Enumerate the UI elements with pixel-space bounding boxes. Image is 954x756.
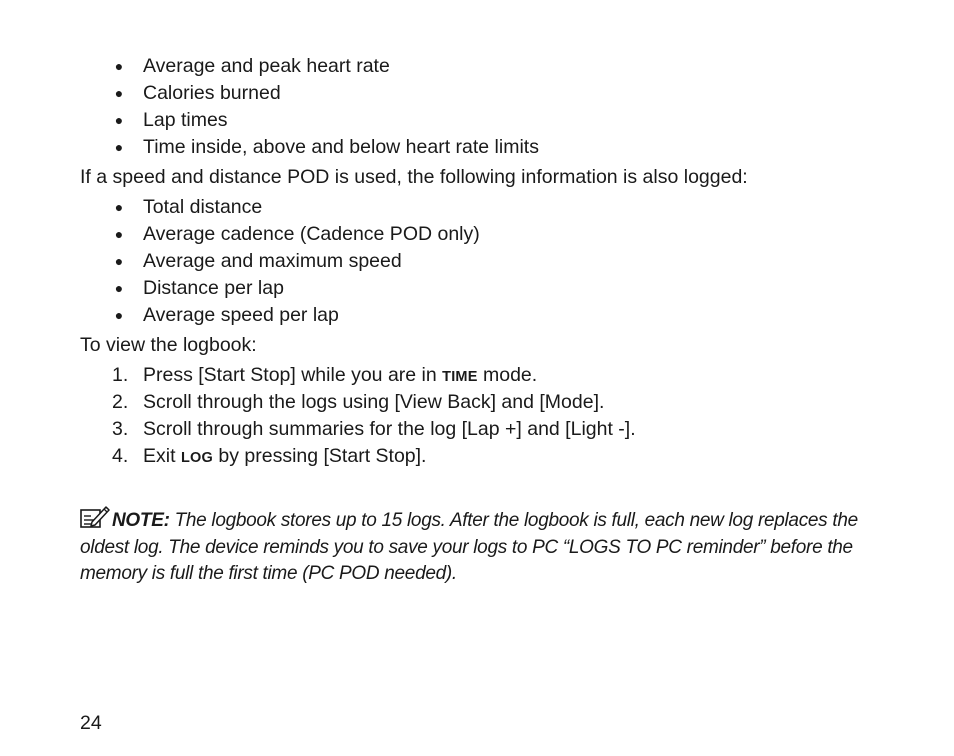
bullet-icon: ● — [114, 253, 124, 269]
view-intro-paragraph: To view the logbook: — [80, 334, 257, 356]
note-text: The logbook stores up to 15 logs. After the logbook is full, each new log replaces the oldest log. The device reminds you to save your logs to PC “LOGS TO PC reminder” before the memory is full the first time (PC POD needed). — [80, 510, 858, 584]
bullet-icon: ● — [114, 58, 124, 74]
page-number: 24 — [80, 712, 102, 734]
bullet-icon: ● — [114, 199, 124, 215]
note-block — [80, 505, 880, 588]
mode-name: TIME — [442, 369, 478, 385]
manual-page: ● Average and peak heart rate ● Calories burned ● Lap times ● Time inside, above and below heart rate limits If a speed and distance POD is used, the following information is also logged: ● Total distance ● Average cadence (Cadence POD only) ● Average and maximum speed ● Distance per lap ● Average speed per lap To view the logbook: 1. Press [Start Stop] while you are in TIME mode. 2. Scroll through the logs using [View Back] and [Mode]. 3. Scroll through summaries for the log [Lap +] and [Light -]. 4. Exit LOG by pressing [Start Stop]. NOTE: The logbook stores up to 15 logs. After the logbook is full, each new log replaces the oldest log. The device reminds you to save your logs to PC “LOGS TO PC reminder” before the memory is full the first time (PC POD needed). 24 — [0, 0, 954, 756]
bullet-icon: ● — [114, 226, 124, 242]
note-label: NOTE: — [112, 510, 170, 531]
bullet-icon: ● — [114, 112, 124, 128]
bullet-icon: ● — [114, 307, 124, 323]
bullet-icon: ● — [114, 85, 124, 101]
pod-intro-paragraph: If a speed and distance POD is used, the following information is also logged: — [80, 166, 748, 188]
mode-name: LOG — [180, 450, 213, 466]
bullet-icon: ● — [114, 139, 124, 155]
bullet-icon: ● — [114, 280, 124, 296]
note-pencil-icon — [80, 505, 110, 529]
